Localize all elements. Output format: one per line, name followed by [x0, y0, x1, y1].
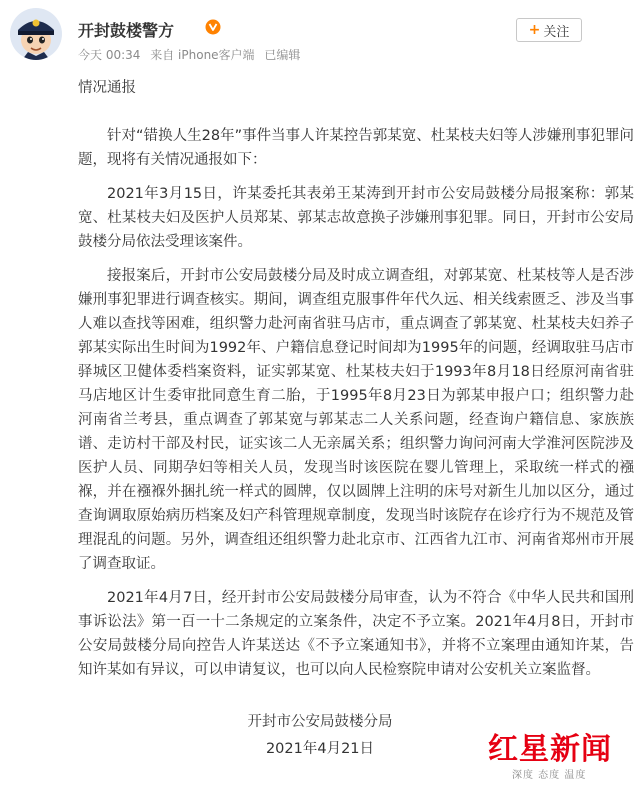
watermark — [488, 724, 634, 786]
edited-label[interactable]: 已编辑 — [264, 48, 301, 62]
post-source: 来自 iPhone客户端 — [150, 48, 255, 62]
post-body — [78, 124, 634, 692]
verified-badge-icon — [205, 19, 221, 35]
post-paragraph: 针对“错换人生28年”事件当事人许某控告郭某宽、杜某枝夫妇等人涉嫌刑事犯罪问题，现将有关情况通报如下： — [78, 128, 634, 168]
follow-button[interactable] — [516, 18, 582, 42]
post-paragraph: 2021年3月15日，许某委托其表弟王某涛到开封市公安局鼓楼分局报案称：郭某宽、杜某枝夫妇及医护人员郑某、郭某志故意换子涉嫌刑事犯罪。同日，开封市公安局鼓楼分局依法受理该案件。 — [78, 186, 634, 250]
plus-icon: + — [528, 22, 541, 38]
post-header — [0, 0, 640, 72]
post-title: 情况通报 — [78, 80, 136, 96]
post-paragraph: 接报案后，开封市公安局鼓楼分局及时成立调查组，对郭某宽、杜某枝等人是否涉嫌刑事犯罪进行调查核实。期间，调查组克服事件年代久远、相关线索匮乏、涉及当事人难以查找等困难，组织警力赴河南省驻马店市，重点调查了郭某宽、杜某枝夫妇养子郭某实际出生时间为1992年、户籍信息登记时间却为1995年的问题，经调取驻马店市驿城区卫健体委档案资料，证实郭某宽、杜某枝夫妇于1993年8月18日经原河南省驻马店地区计生委审批同意生育二胎，于1995年8月23日为郭某申报户口；组织警力赴河南省兰考县，重点调查了郭某宽与郭某志二人关系问题，经查询户籍信息、家族族谱、走访村干部及村民，证实该二人无亲属关系；组织警力询问河南大学淮河医院涉及医护人员、同期孕妇等相关人员，发现当时该医院在婴儿管理上，采取统一样式的襁褓，并在襁褓外捆扎统一样式的圆牌，仅以圆牌上注明的床号对新生儿加以区分，通过查询调取原始病历档案及妇产科管理规章制度，发现当时该院存在诊疗行为不规范及管理混乱的问题。另外，调查组还组织警力赴北京市、江西省九江市、河南省郑州市开展了调查取证。 — [78, 268, 634, 572]
watermark-slogan: 深度 态度 温度 — [512, 770, 587, 781]
account-name[interactable]: 开封鼓楼警方 — [78, 21, 175, 40]
post-paragraph: 2021年4月7日，经开封市公安局鼓楼分局审查，认为不符合《中华人民共和国刑事诉讼法》第一百一十二条规定的立案条件，决定不予立案。2021年4月8日，开封市公安局鼓楼分局向控告人许某送达《不予立案通知书》，并将不立案理由通知许某，告知许某如有异议，可以申请复议，也可以向人民检察院申请对公安机关立案监督。 — [78, 590, 634, 678]
follow-button-label: 关注 — [543, 24, 570, 40]
avatar[interactable] — [10, 8, 62, 60]
signature-date: 2021年4月21日 — [265, 741, 375, 757]
police-cartoon-avatar-icon — [10, 8, 62, 60]
watermark-brand: 红星新闻 — [488, 732, 612, 767]
post-meta — [78, 46, 306, 63]
signature-organization: 开封市公安局鼓楼分局 — [247, 714, 393, 730]
post-time: 今天 00:34 — [78, 48, 141, 62]
